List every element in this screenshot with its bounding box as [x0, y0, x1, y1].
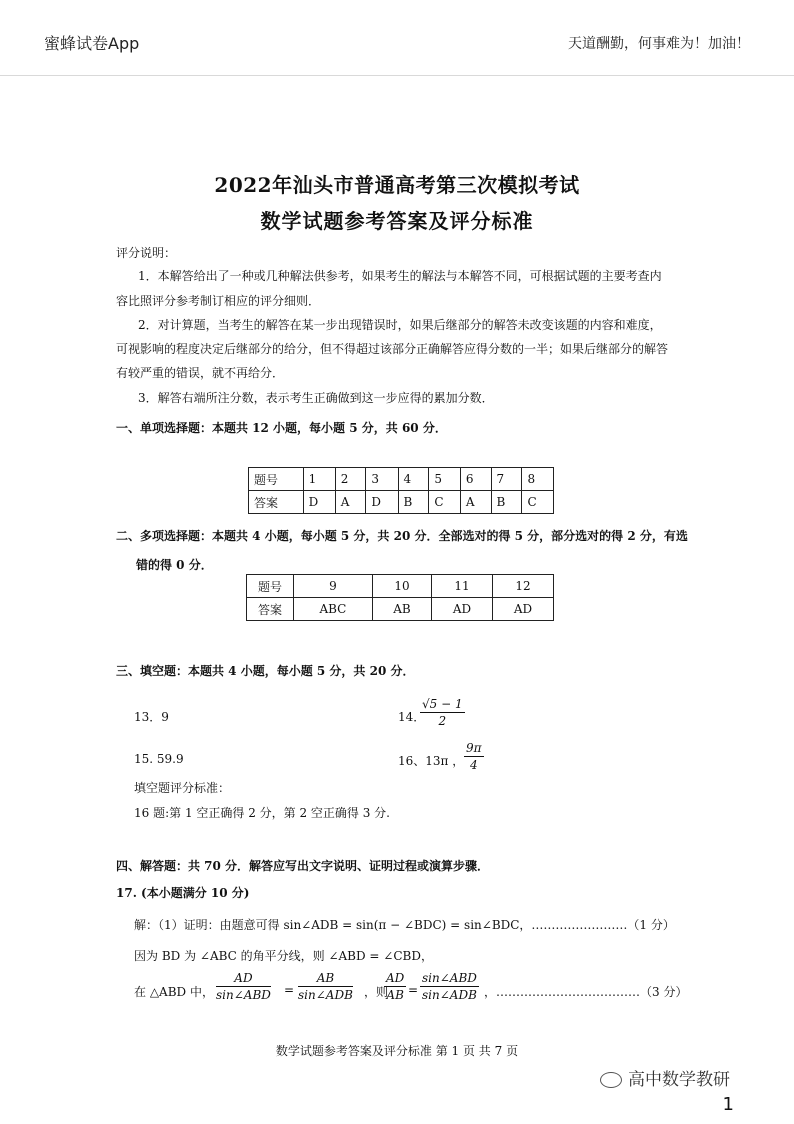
answer-16-fraction — [464, 741, 484, 772]
answer-cell: ABC — [294, 598, 373, 621]
q17-line-1: 解：（1）证明：由题意可得 sin∠ADB = sin(π − ∠BDC) = sin∠BDC，……………………（1 分） — [134, 918, 675, 932]
watermark-text: 高中数学教研 — [628, 1070, 730, 1090]
question-number: 6 — [460, 468, 491, 491]
note-3: 3．解答右端所注分数，表示考生正确做到这一步应得的累加分数． — [138, 391, 494, 405]
equals-sign: = — [284, 983, 295, 997]
question-number: 11 — [432, 575, 493, 598]
fraction-denominator: AB — [386, 988, 404, 1002]
question-17-title: 17. (本小题满分 10 分) — [116, 886, 250, 900]
answer-cell: C — [429, 491, 460, 514]
fraction-numerator: AB — [298, 971, 353, 987]
fraction-numerator: AD — [216, 971, 271, 987]
fraction-ad-over-ab — [384, 971, 406, 1002]
answer-cell: D — [366, 491, 398, 514]
row-label-answer: 答案 — [247, 598, 294, 621]
section1-heading: 一、单项选择题：本题共 12 小题，每小题 5 分，共 60 分． — [116, 421, 447, 435]
watermark — [600, 1065, 730, 1090]
fraction-denominator: sin∠ABD — [216, 988, 271, 1002]
notes-heading: 评分说明： — [116, 246, 177, 260]
answer-cell: A — [460, 491, 491, 514]
fraction-denominator: sin∠ADB — [422, 988, 477, 1002]
question-number: 2 — [335, 468, 366, 491]
answer-cell: AD — [432, 598, 493, 621]
fraction-ad-over-sin-abd — [216, 971, 271, 1002]
q17-line-2: 因为 BD 为 ∠ABC 的角平分线，则 ∠ABD = ∠CBD， — [134, 949, 433, 963]
fraction-denominator: 4 — [469, 758, 478, 772]
fill-in-rule-text: 16 题:第 1 空正确得 2 分，第 2 空正确得 3 分. — [134, 806, 390, 820]
note-1a: 1．本解答给出了一种或几种解法供参考，如果考生的解法与本解答不同，可根据试题的主要考查内 — [138, 269, 662, 283]
question-number: 10 — [372, 575, 431, 598]
question-number: 9 — [294, 575, 373, 598]
multi-choice-answer-table — [246, 574, 554, 621]
question-number: 5 — [429, 468, 460, 491]
answer-cell: B — [491, 491, 522, 514]
table-row — [247, 598, 554, 621]
section2-heading-cont: 错的得 0 分． — [136, 558, 213, 572]
question-number: 7 — [491, 468, 522, 491]
fraction-ab-over-sin-adb — [298, 971, 353, 1002]
section4-heading: 四、解答题：共 70 分．解答应写出文字说明、证明过程或演算步骤． — [116, 859, 490, 873]
document-title: 2022年汕头市普通高考第三次模拟考试 — [214, 173, 580, 197]
answer-cell: AD — [493, 598, 554, 621]
q17-line-3-prefix: 在 △ABD 中， — [134, 985, 214, 999]
answer-cell: AB — [372, 598, 431, 621]
answer-cell: A — [335, 491, 366, 514]
section2-heading: 二、多项选择题：本题共 4 小题，每小题 5 分，共 20 分．全部选对的得 5 分，部分选对的得 2 分，有选 — [116, 529, 688, 543]
row-label-question: 题号 — [247, 575, 294, 598]
fraction-numerator: √5 − 1 — [422, 697, 463, 711]
answer-16-label: 16、13π ， — [398, 754, 465, 768]
section3-heading: 三、填空题：本题共 4 小题，每小题 5 分，共 20 分． — [116, 664, 415, 678]
app-name[interactable]: 蜜蜂试卷App — [44, 34, 140, 53]
table-row — [249, 468, 554, 491]
q17-line-3-tail: ，………………………………（3 分） — [484, 985, 688, 999]
answer-15: 15. 59.9 — [134, 752, 184, 766]
note-2b: 可视影响的程度决定后继部分的给分，但不得超过该部分正确解答应得分数的一半；如果后继部分的解答 — [116, 342, 669, 356]
fraction-denominator: sin∠ADB — [298, 988, 353, 1002]
fill-in-rule-title: 填空题评分标准： — [134, 781, 231, 795]
question-number: 3 — [366, 468, 398, 491]
note-2c: 有较严重的错误，就不再给分． — [116, 366, 285, 380]
answer-cell: C — [522, 491, 554, 514]
fraction-denominator: 2 — [438, 714, 447, 728]
app-slogan: 天道酬勤，何事难为！加油！ — [568, 36, 750, 52]
wechat-icon — [600, 1072, 622, 1088]
answer-14-label: 14． — [398, 710, 426, 724]
question-number: 12 — [493, 575, 554, 598]
single-choice-answer-table — [248, 467, 554, 514]
question-number: 4 — [398, 468, 429, 491]
app-header — [0, 0, 794, 76]
fraction-numerator: AD — [386, 971, 405, 985]
answer-13: 13．9 — [134, 710, 169, 724]
then-text: ，则 — [364, 985, 389, 999]
equals-sign: = — [408, 983, 419, 997]
page-number: 1 — [722, 1094, 734, 1115]
fraction-numerator: sin∠ABD — [422, 971, 477, 985]
page-footer: 数学试题参考答案及评分标准 第 1 页 共 7 页 — [275, 1044, 519, 1058]
fraction-numerator: 9π — [466, 741, 482, 755]
row-label-answer: 答案 — [249, 491, 304, 514]
answer-cell: D — [303, 491, 335, 514]
answer-14-fraction — [420, 697, 465, 728]
note-1b: 容比照评分参考制订相应的评分细则． — [116, 294, 321, 308]
table-row — [247, 575, 554, 598]
answer-cell: B — [398, 491, 429, 514]
note-2a: 2．对计算题，当考生的解答在某一步出现错误时，如果后继部分的解答未改变该题的内容和难度， — [138, 318, 662, 332]
fraction-sin-abd-over-sin-adb — [420, 971, 479, 1002]
table-row — [249, 491, 554, 514]
document-subtitle: 数学试题参考答案及评分标准 — [260, 209, 534, 233]
question-number: 1 — [303, 468, 335, 491]
row-label-question: 题号 — [249, 468, 304, 491]
question-number: 8 — [522, 468, 554, 491]
